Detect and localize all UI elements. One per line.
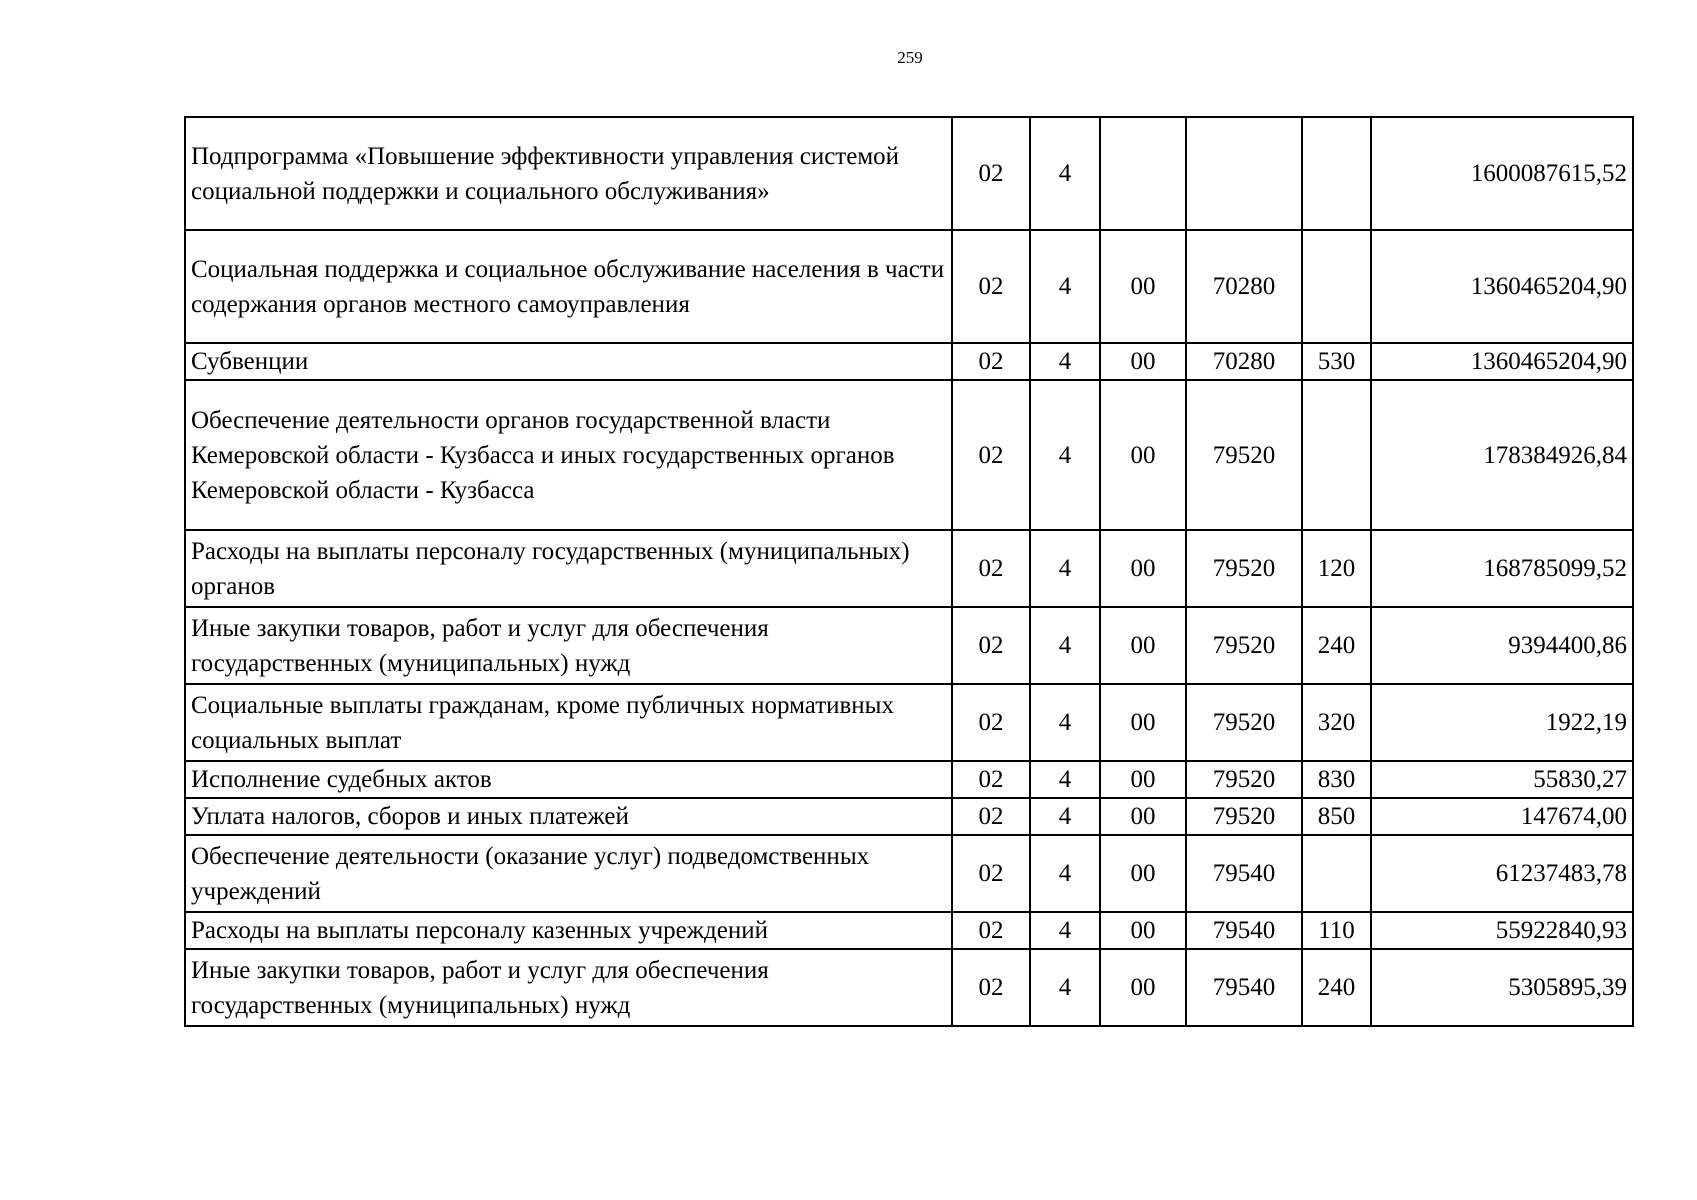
row-code-1: 02 xyxy=(952,607,1030,684)
row-code-3: 00 xyxy=(1100,230,1186,343)
row-code-4: 70280 xyxy=(1186,343,1302,380)
row-code-1: 02 xyxy=(952,949,1030,1026)
row-name: Уплата налогов, сборов и иных платежей xyxy=(185,798,952,835)
row-name: Обеспечение деятельности (оказание услуг) подведомственных учреждений xyxy=(185,835,952,912)
row-code-1: 02 xyxy=(952,798,1030,835)
row-amount: 9394400,86 xyxy=(1371,607,1633,684)
row-code-2: 4 xyxy=(1030,230,1100,343)
row-amount: 168785099,52 xyxy=(1371,530,1633,607)
row-amount: 1360465204,90 xyxy=(1371,343,1633,380)
row-code-4: 79520 xyxy=(1186,761,1302,798)
row-code-5: 830 xyxy=(1302,761,1371,798)
row-code-4: 79540 xyxy=(1186,949,1302,1026)
row-code-3: 00 xyxy=(1100,761,1186,798)
row-code-4: 79520 xyxy=(1186,530,1302,607)
row-code-5: 240 xyxy=(1302,607,1371,684)
row-amount: 61237483,78 xyxy=(1371,835,1633,912)
row-code-5: 320 xyxy=(1302,684,1371,761)
row-code-3 xyxy=(1100,117,1186,230)
row-code-2: 4 xyxy=(1030,798,1100,835)
table-row xyxy=(185,607,1633,684)
row-code-4: 79520 xyxy=(1186,380,1302,530)
table-row xyxy=(185,230,1633,343)
table-row xyxy=(185,835,1633,912)
row-code-4: 79520 xyxy=(1186,607,1302,684)
row-code-3: 00 xyxy=(1100,343,1186,380)
row-code-2: 4 xyxy=(1030,530,1100,607)
row-code-2: 4 xyxy=(1030,343,1100,380)
table-row xyxy=(185,380,1633,530)
row-code-1: 02 xyxy=(952,380,1030,530)
table-row xyxy=(185,117,1633,230)
row-name: Субвенции xyxy=(185,343,952,380)
row-code-4: 79540 xyxy=(1186,912,1302,949)
row-code-2: 4 xyxy=(1030,912,1100,949)
row-code-1: 02 xyxy=(952,912,1030,949)
row-name: Исполнение судебных актов xyxy=(185,761,952,798)
row-code-3: 00 xyxy=(1100,835,1186,912)
row-code-2: 4 xyxy=(1030,380,1100,530)
row-code-5: 530 xyxy=(1302,343,1371,380)
row-code-3: 00 xyxy=(1100,684,1186,761)
row-code-2: 4 xyxy=(1030,684,1100,761)
row-code-5: 110 xyxy=(1302,912,1371,949)
row-code-2: 4 xyxy=(1030,117,1100,230)
row-code-5: 240 xyxy=(1302,949,1371,1026)
row-code-1: 02 xyxy=(952,230,1030,343)
row-name: Обеспечение деятельности органов государственной власти Кемеровской области - Кузбасса и иных государственных органов Кемеровской области - Кузбасса xyxy=(185,380,952,530)
row-code-5 xyxy=(1302,380,1371,530)
row-code-1: 02 xyxy=(952,117,1030,230)
row-code-5 xyxy=(1302,117,1371,230)
table-row xyxy=(185,798,1633,835)
table-row xyxy=(185,949,1633,1026)
row-code-4: 79520 xyxy=(1186,798,1302,835)
row-name: Иные закупки товаров, работ и услуг для обеспечения государственных (муниципальных) нужд xyxy=(185,607,952,684)
row-code-2: 4 xyxy=(1030,949,1100,1026)
row-name: Расходы на выплаты персоналу государственных (муниципальных) органов xyxy=(185,530,952,607)
row-amount: 1922,19 xyxy=(1371,684,1633,761)
row-code-2: 4 xyxy=(1030,761,1100,798)
row-code-3: 00 xyxy=(1100,607,1186,684)
row-amount: 178384926,84 xyxy=(1371,380,1633,530)
row-code-1: 02 xyxy=(952,761,1030,798)
table-row xyxy=(185,912,1633,949)
row-code-3: 00 xyxy=(1100,949,1186,1026)
row-amount: 1360465204,90 xyxy=(1371,230,1633,343)
table-row xyxy=(185,761,1633,798)
row-name: Социальные выплаты гражданам, кроме публичных нормативных социальных выплат xyxy=(185,684,952,761)
table-row xyxy=(185,343,1633,380)
table-row xyxy=(185,530,1633,607)
row-name: Расходы на выплаты персоналу казенных учреждений xyxy=(185,912,952,949)
row-amount: 1600087615,52 xyxy=(1371,117,1633,230)
row-amount: 147674,00 xyxy=(1371,798,1633,835)
page-number: 259 xyxy=(897,48,923,67)
row-code-1: 02 xyxy=(952,530,1030,607)
budget-table xyxy=(184,116,1634,1027)
row-code-5: 850 xyxy=(1302,798,1371,835)
row-name: Социальная поддержка и социальное обслуживание населения в части содержания органов местного самоуправления xyxy=(185,230,952,343)
row-code-1: 02 xyxy=(952,684,1030,761)
row-code-5 xyxy=(1302,230,1371,343)
row-code-3: 00 xyxy=(1100,530,1186,607)
row-code-5: 120 xyxy=(1302,530,1371,607)
row-code-3: 00 xyxy=(1100,798,1186,835)
row-amount: 55830,27 xyxy=(1371,761,1633,798)
row-amount: 55922840,93 xyxy=(1371,912,1633,949)
row-code-3: 00 xyxy=(1100,912,1186,949)
row-code-2: 4 xyxy=(1030,607,1100,684)
row-code-3: 00 xyxy=(1100,380,1186,530)
row-code-4: 79540 xyxy=(1186,835,1302,912)
row-code-2: 4 xyxy=(1030,835,1100,912)
row-code-1: 02 xyxy=(952,343,1030,380)
table-row xyxy=(185,684,1633,761)
row-code-4 xyxy=(1186,117,1302,230)
row-code-1: 02 xyxy=(952,835,1030,912)
row-code-4: 79520 xyxy=(1186,684,1302,761)
row-name: Иные закупки товаров, работ и услуг для обеспечения государственных (муниципальных) нужд xyxy=(185,949,952,1026)
row-name: Подпрограмма «Повышение эффективности управления системой социальной поддержки и социального обслуживания» xyxy=(185,117,952,230)
row-amount: 5305895,39 xyxy=(1371,949,1633,1026)
row-code-4: 70280 xyxy=(1186,230,1302,343)
row-code-5 xyxy=(1302,835,1371,912)
